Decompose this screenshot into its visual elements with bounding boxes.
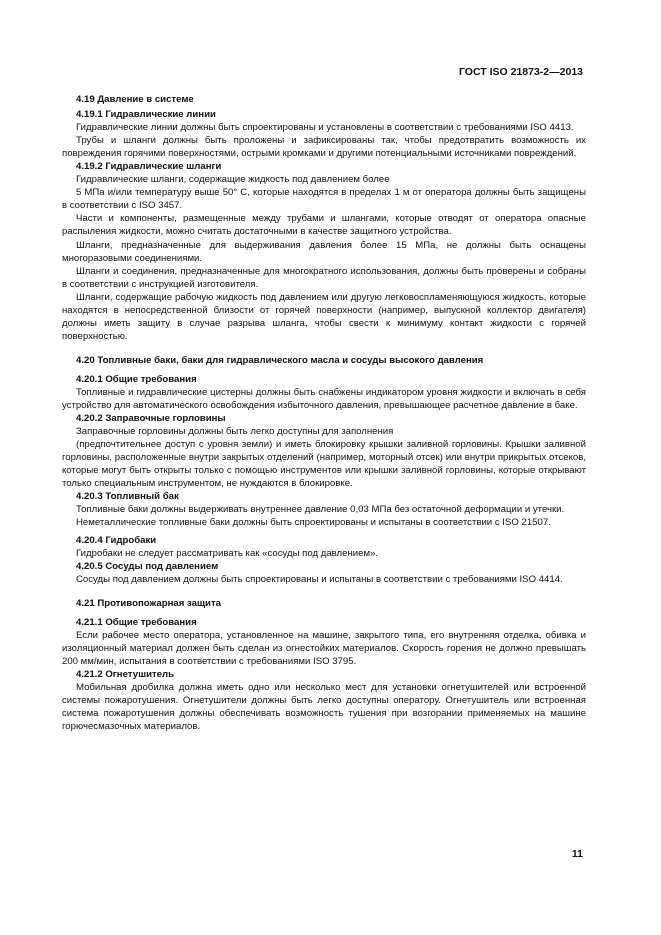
section-heading-4-21: 4.21 Противопожарная защита (76, 597, 221, 609)
subsection-heading-4-20-3: 4.20.3 Топливный бак (76, 491, 179, 503)
paragraph: Мобильная дробилка должна иметь одно или несколько мест для установки огнетушителей или встроенной системы пожаротушения. Огнетушители должны быть легко доступны оператору. Огнетушитель или встроенная система пожаротушения должны обеспечивать возможность тушения при возгорании применяемых на машине горючесмазочных материалов. (62, 681, 586, 733)
section-heading-4-19: 4.19 Давление в системе (76, 94, 194, 105)
document-header: ГОСТ ISO 21873-2—2013 (458, 66, 583, 78)
paragraph: Гидробаки не следует рассматривать как «сосуды под давлением». (76, 547, 379, 559)
paragraph: Гидравлические линии должны быть спроектированы и установлены в соответствии с требованиями ISO 4413. (76, 122, 574, 134)
paragraph: Гидравлические шланги, содержащие жидкость под давлением более (76, 174, 390, 186)
paragraph: Неметаллические топливные баки должны быть спроектированы и испытаны в соответствии с ISO 21507. (76, 517, 551, 529)
document-body (62, 93, 586, 733)
subsection-heading-4-20-2: 4.20.2 Заправочные горловины (76, 413, 226, 425)
paragraph: Шланги и соединения, предназначенные для многократного использования, должны быть проверены и собраны в соответствии с инструкцией изготовителя. (62, 265, 586, 290)
subsection-heading-4-20-1: 4.20.1 Общие требования (76, 373, 197, 385)
paragraph: Трубы и шланги должны быть проложены и зафиксированы так, чтобы предотвратить возможность их повреждения горячими поверхностями, острыми кромками и другими потенциальными источниками повреждений. (62, 135, 586, 160)
subsection-heading-4-20-5: 4.20.5 Сосуды под давлением (76, 560, 219, 572)
subsection-heading-4-20-4: 4.20.4 Гидробаки (76, 534, 157, 546)
subsection-heading-4-21-2: 4.21.2 Огнетушитель (76, 668, 174, 680)
subsection-heading-4-19-2: 4.19.2 Гидравлические шланги (76, 161, 222, 173)
paragraph: 5 МПа и/или температуру выше 50° С, которые находятся в пределах 1 м от оператора должны быть защищены в соответствии с ISO 3457. (62, 187, 586, 212)
subsection-heading-4-19-1: 4.19.1 Гидравлические линии (76, 109, 216, 121)
paragraph: Топливные баки должны выдерживать внутреннее давление 0,03 МПа без остаточной деформации и утечки. (76, 504, 565, 516)
section-heading-4-20: 4.20 Топливные баки, баки для гидравлического масла и сосуды высокого давления (76, 354, 484, 366)
paragraph: Сосуды под давлением должны быть спроектированы и испытаны в соответствии с требованиями ISO 4414. (76, 573, 563, 585)
subsection-heading-4-21-1: 4.21.1 Общие требования (76, 616, 197, 628)
paragraph: Шланги, предназначенные для выдерживания давления более 15 МПа, не должны быть оснащены многоразовыми соединениями. (62, 239, 586, 264)
paragraph: Заправочные горловины должны быть легко доступны для заполнения (76, 426, 394, 438)
paragraph: Если рабочее место оператора, установленное на машине, закрытого типа, его внутренняя отделка, обивка и изоляционный материал должен быть сделан из огнестойких материалов. Скорость горения не должно превышать 200 мм/мин, испытания в соответствии с требованиями ISO 3795. (62, 629, 586, 667)
paragraph: Части и компоненты, размещенные между трубами и шлангами, которые отводят от оператора опасные распыления жидкости, можно считать достаточными в качестве защитного устройства. (62, 213, 586, 238)
paragraph: (предпочтительнее доступ с уровня земли) и иметь блокировку крышки заливной горловины. Крышки заливной горловины, расположенные внутри закрытых отделений (например, моторный отсек) или внутри прикрытых отсеков, которые могут быть открыты только с помощью инструментов или крышки заливной горловины, которые открывают только специальным инструментом, не нуждаются в блокировке. (62, 439, 586, 490)
paragraph: Топливные и гидравлические цистерны должны быть снабжены индикатором уровня жидкости и включать в себя устройство для автоматического освобождения избыточного давления, превышающее расчетное давление в баке. (62, 386, 586, 412)
paragraph: Шланги, содержащие рабочую жидкость под давлением или другую легковоспламеняющуюся жидкость, которые находятся в непосредственной близости от горячей поверхности (например, выпускной коллектор двигателя) должны иметь защиту в случае разрыва шланга, чтобы свести к минимуму контакт жидкости с горячей поверхностью. (62, 291, 586, 342)
page-number: 11 (571, 848, 583, 860)
